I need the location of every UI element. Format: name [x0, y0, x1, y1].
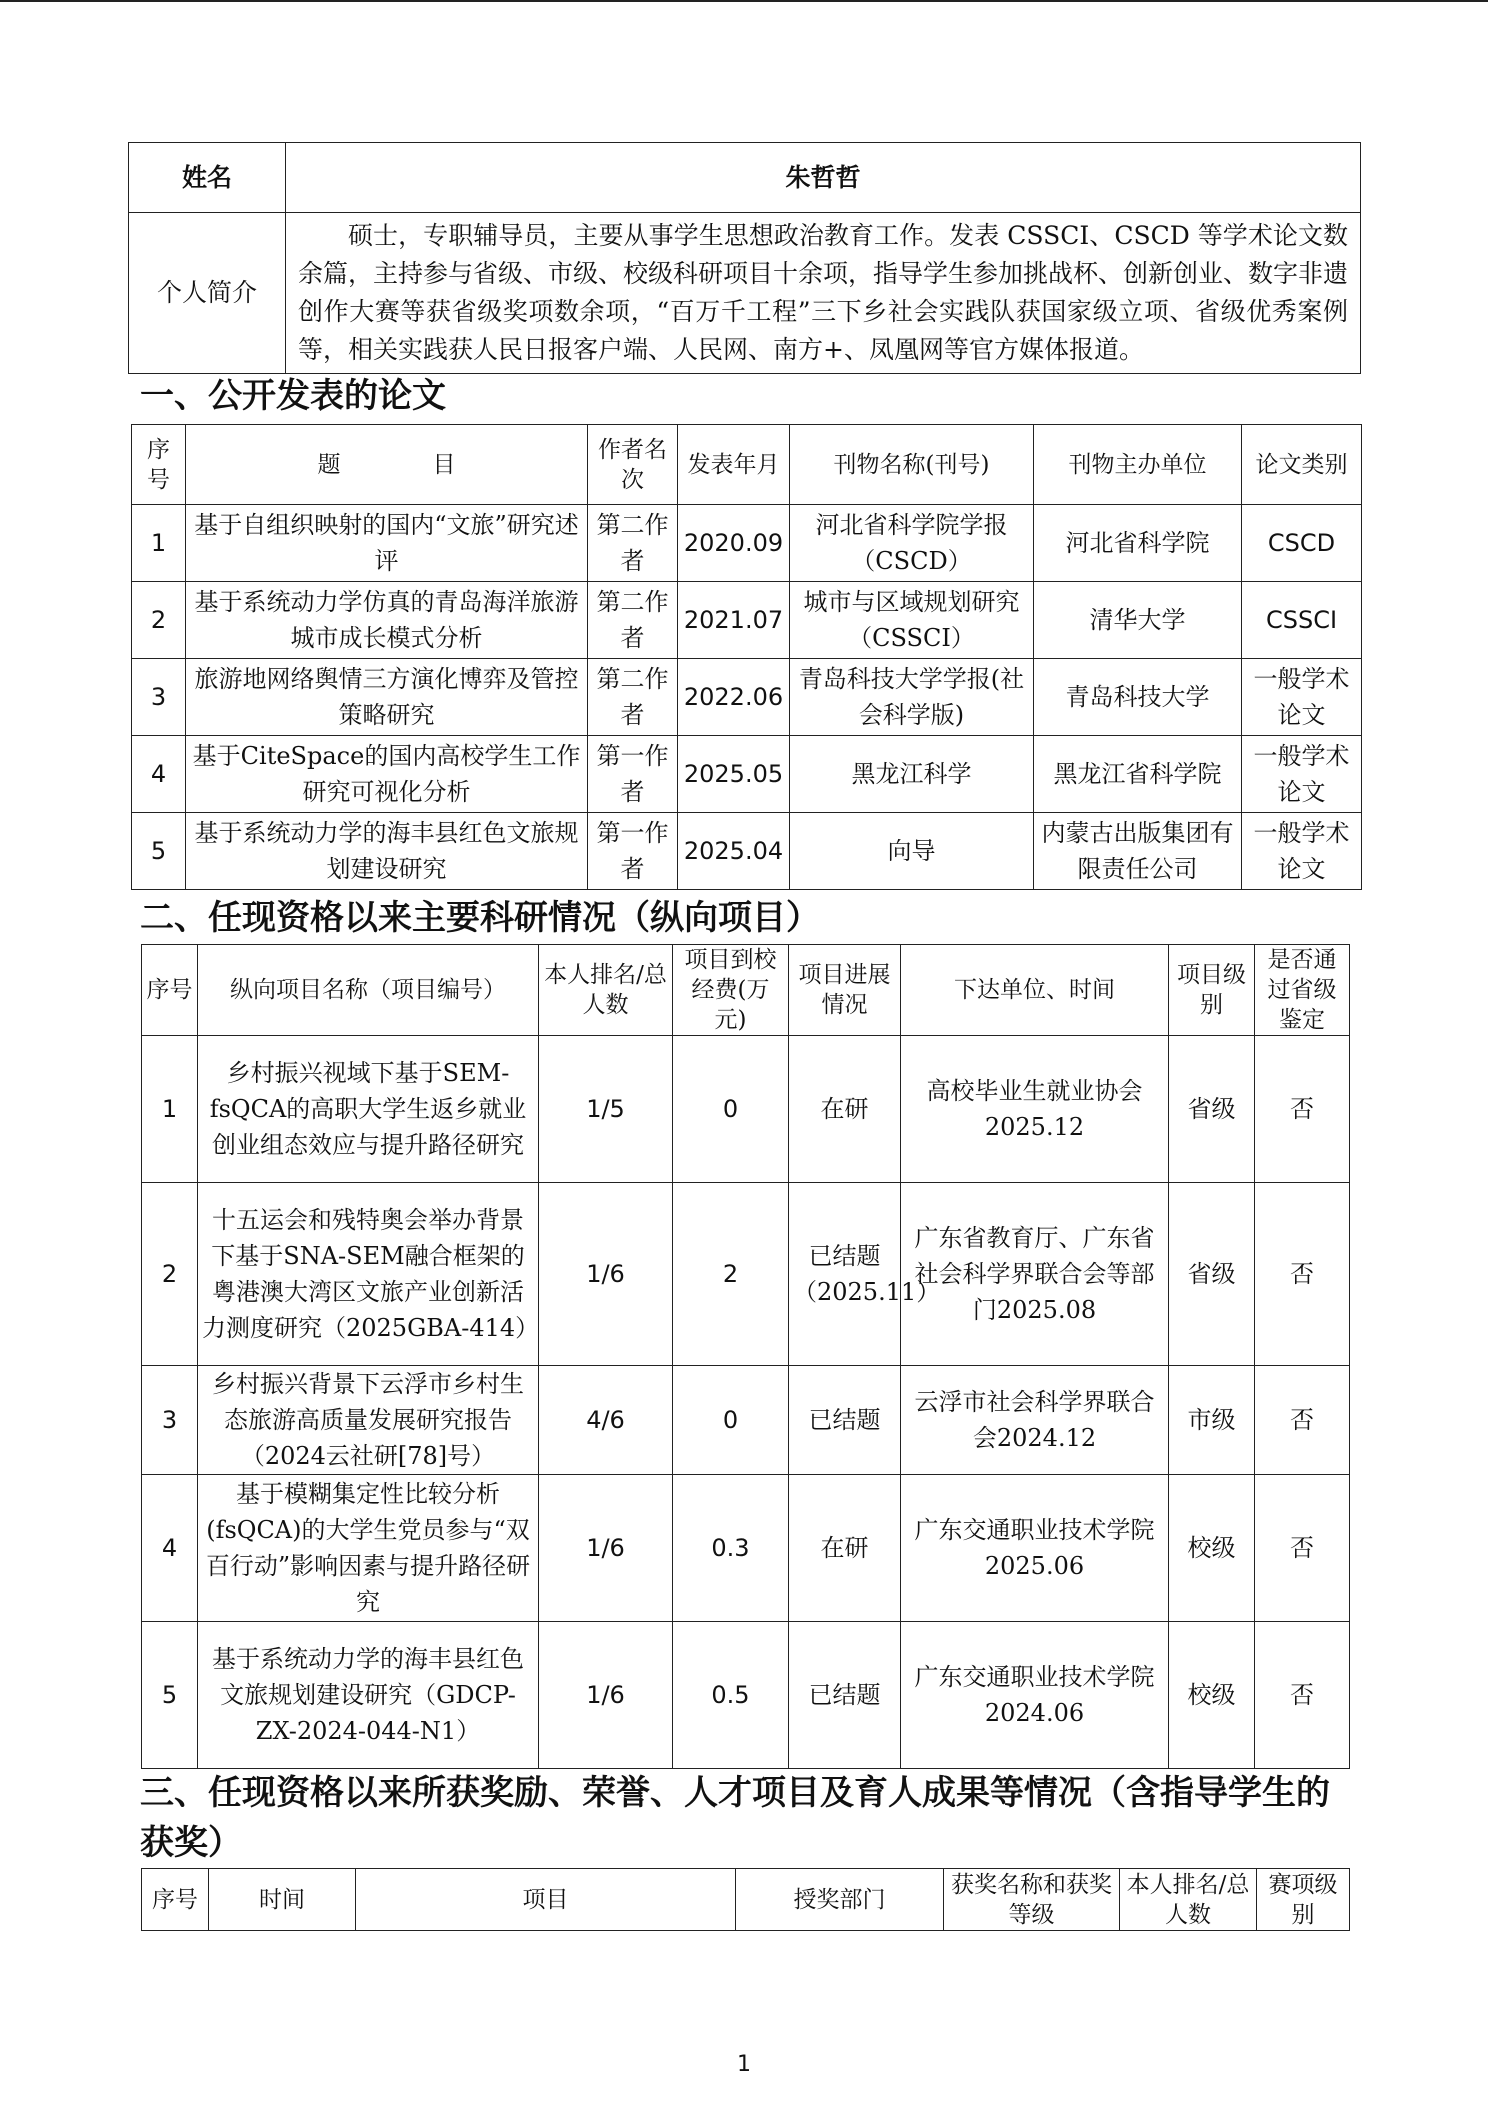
project-cell: 0.3: [673, 1475, 789, 1622]
paper-cell: 一般学术论文: [1242, 736, 1362, 813]
paper-cell: 青岛科技大学: [1034, 659, 1242, 736]
paper-cell: 一般学术论文: [1242, 813, 1362, 890]
project-cell: 5: [142, 1622, 198, 1769]
project-header-cell: 是否通过省级鉴定: [1255, 945, 1350, 1036]
project-cell: 市级: [1169, 1366, 1255, 1475]
paper-cell: 第一作者: [588, 813, 678, 890]
paper-header-cell: 作者名次: [588, 425, 678, 505]
project-cell: 在研: [789, 1475, 901, 1622]
paper-cell: 基于系统动力学的海丰县红色文旅规划建设研究: [186, 813, 588, 890]
paper-cell: 向导: [790, 813, 1034, 890]
paper-cell: 基于CiteSpace的国内高校学生工作研究可视化分析: [186, 736, 588, 813]
profile-table: [128, 142, 1361, 374]
project-cell: 4: [142, 1475, 198, 1622]
paper-header-cell: 论文类别: [1242, 425, 1362, 505]
project-row: [142, 1366, 1350, 1475]
project-cell: 1: [142, 1036, 198, 1183]
paper-cell: 基于系统动力学仿真的青岛海洋旅游城市成长模式分析: [186, 582, 588, 659]
project-cell: 0: [673, 1036, 789, 1183]
project-cell: 省级: [1169, 1183, 1255, 1366]
project-row: [142, 1183, 1350, 1366]
paper-cell: 第一作者: [588, 736, 678, 813]
project-cell: 已结题: [789, 1622, 901, 1769]
paper-header-cell: 刊物主办单位: [1034, 425, 1242, 505]
paper-header-cell: 题 目: [186, 425, 588, 505]
project-row: [142, 1036, 1350, 1183]
project-cell: 2: [142, 1183, 198, 1366]
project-cell: 否: [1255, 1183, 1350, 1366]
project-header-row: [142, 945, 1350, 1036]
project-cell: 校级: [1169, 1475, 1255, 1622]
project-row: [142, 1622, 1350, 1769]
paper-cell: 2020.09: [678, 505, 790, 582]
projects-table: [141, 944, 1350, 1769]
project-cell: 1/6: [539, 1183, 673, 1366]
paper-cell: 黑龙江科学: [790, 736, 1034, 813]
project-header-cell: 下达单位、时间: [901, 945, 1169, 1036]
project-cell: 云浮市社会科学界联合会2024.12: [901, 1366, 1169, 1475]
paper-cell: CSCD: [1242, 505, 1362, 582]
paper-row: [132, 813, 1362, 890]
project-cell: 基于系统动力学的海丰县红色文旅规划建设研究（GDCP-ZX-2024-044-N1）: [198, 1622, 539, 1769]
paper-cell: 2025.05: [678, 736, 790, 813]
project-cell: 0: [673, 1366, 789, 1475]
paper-cell: 城市与区域规划研究（CSSCI）: [790, 582, 1034, 659]
paper-cell: 5: [132, 813, 186, 890]
project-header-cell: 本人排名/总人数: [539, 945, 673, 1036]
paper-header-cell: 发表年月: [678, 425, 790, 505]
project-header-cell: 项目到校经费(万元): [673, 945, 789, 1036]
award-header-cell: 赛项级别: [1257, 1869, 1350, 1931]
project-cell: 已结题（2025.11）: [789, 1183, 901, 1366]
page-top-border: [0, 0, 1488, 2]
project-cell: 2: [673, 1183, 789, 1366]
project-row: [142, 1475, 1350, 1622]
project-cell: 广东省教育厅、广东省社会科学界联合会等部门2025.08: [901, 1183, 1169, 1366]
paper-cell: 清华大学: [1034, 582, 1242, 659]
paper-cell: 旅游地网络舆情三方演化博弈及管控策略研究: [186, 659, 588, 736]
paper-row: [132, 505, 1362, 582]
project-cell: 4/6: [539, 1366, 673, 1475]
project-cell: 1/5: [539, 1036, 673, 1183]
paper-cell: 1: [132, 505, 186, 582]
paper-cell: 黑龙江省科学院: [1034, 736, 1242, 813]
project-cell: 0.5: [673, 1622, 789, 1769]
award-header-cell: 本人排名/总人数: [1120, 1869, 1257, 1931]
award-header-row: [142, 1869, 1350, 1931]
paper-cell: 河北省科学院: [1034, 505, 1242, 582]
name-label: 姓名: [129, 143, 286, 213]
project-cell: 乡村振兴背景下云浮市乡村生态旅游高质量发展研究报告（2024云社研[78]号）: [198, 1366, 539, 1475]
project-cell: 十五运会和残特奥会举办背景下基于SNA-SEM融合框架的粤港澳大湾区文旅产业创新活力测度研究（2025GBA-414）: [198, 1183, 539, 1366]
paper-cell: 第二作者: [588, 582, 678, 659]
bio-label: 个人简介: [129, 213, 286, 374]
name-value: 朱哲哲: [286, 143, 1361, 213]
paper-cell: 基于自组织映射的国内“文旅”研究述评: [186, 505, 588, 582]
project-cell: 广东交通职业技术学院2025.06: [901, 1475, 1169, 1622]
paper-cell: 第二作者: [588, 659, 678, 736]
project-cell: 否: [1255, 1366, 1350, 1475]
award-header-cell: 获奖名称和获奖等级: [944, 1869, 1120, 1931]
award-header-cell: 授奖部门: [736, 1869, 944, 1931]
paper-cell: 2022.06: [678, 659, 790, 736]
project-cell: 省级: [1169, 1036, 1255, 1183]
paper-row: [132, 582, 1362, 659]
project-header-cell: 序号: [142, 945, 198, 1036]
project-cell: 广东交通职业技术学院2024.06: [901, 1622, 1169, 1769]
bio-text: 硕士，专职辅导员，主要从事学生思想政治教育工作。发表 CSSCI、CSCD 等学术论文数余篇，主持参与省级、市级、校级科研项目十余项，指导学生参加挑战杯、创新创业、数字非遗创作大赛等获省级奖项数余项，“百万千工程”三下乡社会实践队获国家级立项、省级优秀案例等，相关实践获人民日报客户端、人民网、南方+、凤凰网等官方媒体报道。: [286, 213, 1361, 374]
project-cell: 否: [1255, 1622, 1350, 1769]
paper-cell: CSSCI: [1242, 582, 1362, 659]
paper-header-row: [132, 425, 1362, 505]
paper-cell: 4: [132, 736, 186, 813]
paper-row: [132, 659, 1362, 736]
project-cell: 已结题: [789, 1366, 901, 1475]
paper-cell: 一般学术论文: [1242, 659, 1362, 736]
project-header-cell: 项目级别: [1169, 945, 1255, 1036]
awards-table: [141, 1868, 1350, 1931]
paper-row: [132, 736, 1362, 813]
paper-cell: 3: [132, 659, 186, 736]
project-cell: 1/6: [539, 1622, 673, 1769]
paper-cell: 2: [132, 582, 186, 659]
project-cell: 1/6: [539, 1475, 673, 1622]
paper-cell: 河北省科学院学报（CSCD）: [790, 505, 1034, 582]
project-cell: 否: [1255, 1475, 1350, 1622]
paper-cell: 2021.07: [678, 582, 790, 659]
section3-title: 三、任现资格以来所获奖励、荣誉、人才项目及育人成果等情况（含指导学生的获奖）: [140, 1773, 1330, 1863]
project-cell: 高校毕业生就业协会2025.12: [901, 1036, 1169, 1183]
paper-cell: 2025.04: [678, 813, 790, 890]
paper-cell: 青岛科技大学学报(社会科学版): [790, 659, 1034, 736]
project-cell: 否: [1255, 1036, 1350, 1183]
project-cell: 在研: [789, 1036, 901, 1183]
paper-header-cell: 序号: [132, 425, 186, 505]
paper-cell: 第二作者: [588, 505, 678, 582]
project-cell: 乡村振兴视域下基于SEM-fsQCA的高职大学生返乡就业创业组态效应与提升路径研究: [198, 1036, 539, 1183]
project-cell: 校级: [1169, 1622, 1255, 1769]
project-header-cell: 项目进展情况: [789, 945, 901, 1036]
section1-title: 一、公开发表的论文: [140, 376, 446, 416]
papers-table: [131, 424, 1362, 890]
project-cell: 3: [142, 1366, 198, 1475]
paper-cell: 内蒙古出版集团有限责任公司: [1034, 813, 1242, 890]
page-number: 1: [737, 2052, 751, 2077]
section2-title: 二、任现资格以来主要科研情况（纵向项目）: [140, 898, 820, 938]
award-header-cell: 时间: [209, 1869, 356, 1931]
paper-header-cell: 刊物名称(刊号): [790, 425, 1034, 505]
project-cell: 基于模糊集定性比较分析(fsQCA)的大学生党员参与“双百行动”影响因素与提升路径研究: [198, 1475, 539, 1622]
project-header-cell: 纵向项目名称（项目编号）: [198, 945, 539, 1036]
award-header-cell: 序号: [142, 1869, 209, 1931]
award-header-cell: 项目: [356, 1869, 736, 1931]
